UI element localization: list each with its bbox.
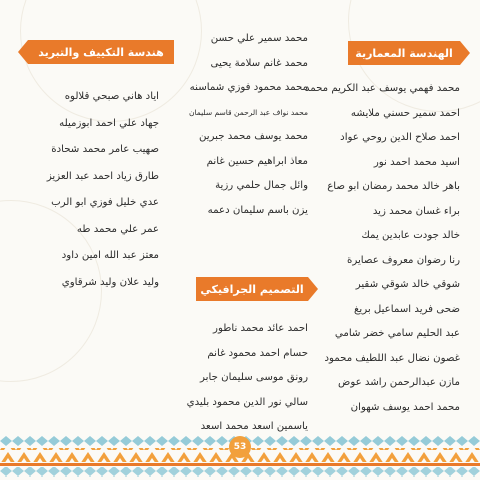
- list-item: محمد سمير علي حسن: [210, 33, 308, 45]
- page-number-badge: [229, 436, 251, 458]
- section-header-architecture: [348, 41, 460, 65]
- list-item: محمد فهمي يوسف عبد الكريم محمد: [304, 83, 460, 95]
- section-title: هندسة التكييف والتبريد: [38, 45, 164, 59]
- list-item: احمد عائد محمد ناطور: [213, 323, 308, 335]
- list-item: باهر خالد محمد رمضان ابو صاع: [327, 181, 460, 193]
- list-item: ياسمين اسعد محمد اسعد: [200, 421, 308, 433]
- name-list-continued: [166, 27, 308, 223]
- page-number: 53: [233, 442, 247, 452]
- list-item: رنا رضوان معروف عصايرة: [346, 254, 460, 266]
- list-item: احمد سمير حسني ملايشه: [350, 107, 460, 119]
- list-item: احمد صلاح الدين روحي عواد: [340, 132, 460, 144]
- list-item: ضحى فريد اسماعيل بريغ: [353, 303, 460, 315]
- list-item: معتز عبد الله امين داود: [61, 250, 159, 262]
- name-list-architecture: [304, 77, 460, 420]
- list-item: جهاد علي احمد ابوزميله: [59, 117, 159, 129]
- list-item: محمد يوسف محمد جبرين: [198, 131, 308, 143]
- list-item: مازن عبدالرحمن راشد عوض: [338, 377, 460, 389]
- list-item: عبد الحليم سامي خضر شامي: [334, 328, 460, 340]
- name-list-hvac: [13, 84, 159, 296]
- list-item: محمد محمود فوزي شماسنه: [189, 82, 308, 94]
- list-item: محمد نواف عبد الرحمن قاسم سليمان: [188, 108, 308, 117]
- name-list-graphic-design: [166, 317, 308, 440]
- list-item: يزن باسم سليمان دعمه: [207, 204, 308, 216]
- section-header-graphic-design: [196, 277, 308, 301]
- list-item: غصون نضال عبد اللطيف محمود: [324, 352, 460, 364]
- list-item: محمد احمد يوسف شهوان: [350, 401, 460, 413]
- list-item: سالي نور الدين محمود بليدي: [186, 396, 308, 408]
- list-item: عدي خليل فوزي ابو الرب: [51, 197, 159, 209]
- section-title: التصميم الجرافيكي: [200, 282, 304, 296]
- list-item: براء غسان محمد زيد: [372, 205, 460, 217]
- section-header-hvac: [28, 40, 174, 64]
- list-item: معاذ ابراهيم حسين غانم: [206, 155, 308, 167]
- list-item: عمر علي محمد طه: [76, 223, 159, 235]
- list-item: شوقي خالد شوقي شقير: [355, 279, 460, 291]
- list-item: طارق زياد احمد عبد العزيز: [46, 170, 159, 182]
- list-item: رونق موسى سليمان جابر: [200, 372, 308, 384]
- list-item: وائل جمال حلمي رزية: [215, 180, 308, 192]
- list-item: وليد علان وليد شرقاوي: [61, 276, 159, 288]
- list-item: اسيد محمد احمد نور: [373, 156, 460, 168]
- list-item: اياد هاني صبحي قلالوه: [64, 91, 159, 103]
- list-item: محمد غانم سلامة يحيى: [210, 57, 308, 69]
- list-item: خالد جودت عابدين يمك: [361, 230, 460, 242]
- list-item: صهيب عامر محمد شحادة: [51, 144, 159, 156]
- list-item: حسام احمد محمود غانم: [207, 347, 308, 359]
- section-title: الهندسة المعمارية: [355, 46, 453, 60]
